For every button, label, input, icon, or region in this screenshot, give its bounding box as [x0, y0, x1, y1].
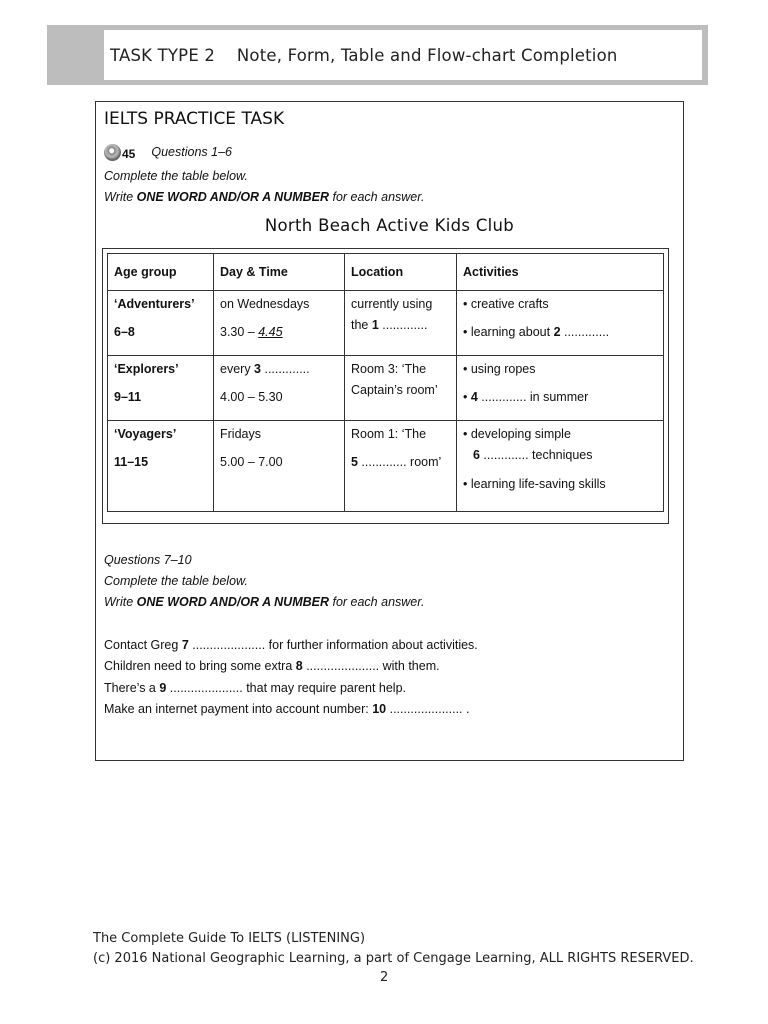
day-time-cell: on Wednesdays 3.30 – 4.45: [214, 291, 345, 356]
table-row: [108, 356, 664, 421]
age-group-cell: ‘Voyagers’ 11–15: [108, 421, 214, 512]
footer-book-title: The Complete Guide To IELTS (LISTENING): [93, 931, 366, 946]
task-heading: IELTS PRACTICE TASK: [104, 109, 285, 129]
example-answer: 4.45: [258, 325, 283, 339]
table-frame: [102, 248, 669, 524]
instruction-a1: Complete the table below.: [104, 169, 248, 183]
age-group-cell: ‘Adventurers’ 6–8: [108, 291, 214, 356]
header-panel: [104, 30, 702, 80]
cd-icon: [104, 144, 121, 161]
questions-label-b: Questions 7–10: [104, 553, 192, 567]
table-header-row: [108, 254, 664, 291]
location-cell: Room 3: ‘The Captain’s room’: [345, 356, 457, 421]
activities-cell: • developing simple 6 ............. techniques • learning life-saving skills: [457, 421, 664, 512]
questions-label-a: Questions 1–6: [151, 145, 232, 159]
track-number: 45: [122, 147, 136, 161]
header-banner: [47, 25, 708, 85]
instruction-b2: Write ONE WORD AND/OR A NUMBER for each answer.: [104, 595, 425, 609]
age-group-cell: ‘Explorers’ 9–11: [108, 356, 214, 421]
table-title: North Beach Active Kids Club: [264, 216, 515, 235]
activities-cell: • creative crafts • learning about 2 .............: [457, 291, 664, 356]
column-header: Age group: [108, 254, 214, 291]
column-header: Day & Time: [214, 254, 345, 291]
sentence-item: Contact Greg 7 ..................... for further information about activities.: [104, 638, 478, 652]
audio-track-row: [104, 142, 232, 162]
column-header: Location: [345, 254, 457, 291]
activities-cell: • using ropes • 4 ............. in summer: [457, 356, 664, 421]
instruction-b1: Complete the table below.: [104, 574, 248, 588]
instruction-a2: Write ONE WORD AND/OR A NUMBER for each answer.: [104, 190, 425, 204]
page-number: 2: [380, 970, 389, 985]
club-table: [107, 253, 664, 512]
sentence-item: Make an internet payment into account number: 10 ..................... .: [104, 702, 470, 716]
header-title: TASK TYPE 2 Note, Form, Table and Flow-chart Completion: [110, 46, 618, 65]
location-cell: currently using the 1 .............: [345, 291, 457, 356]
footer-copyright: (c) 2016 National Geographic Learning, a part of Cengage Learning, ALL RIGHTS RESERVED.: [93, 951, 694, 966]
sentence-item: Children need to bring some extra 8 ..................... with them.: [104, 659, 440, 673]
practice-task-box: [95, 101, 684, 761]
column-header: Activities: [457, 254, 664, 291]
sentence-item: There’s a 9 ..................... that may require parent help.: [104, 681, 407, 695]
table-row: [108, 291, 664, 356]
table-row: [108, 421, 664, 512]
day-time-cell: Fridays 5.00 – 7.00: [214, 421, 345, 512]
day-time-cell: every 3 ............. 4.00 – 5.30: [214, 356, 345, 421]
location-cell: Room 1: ‘The 5 ............. room’: [345, 421, 457, 512]
